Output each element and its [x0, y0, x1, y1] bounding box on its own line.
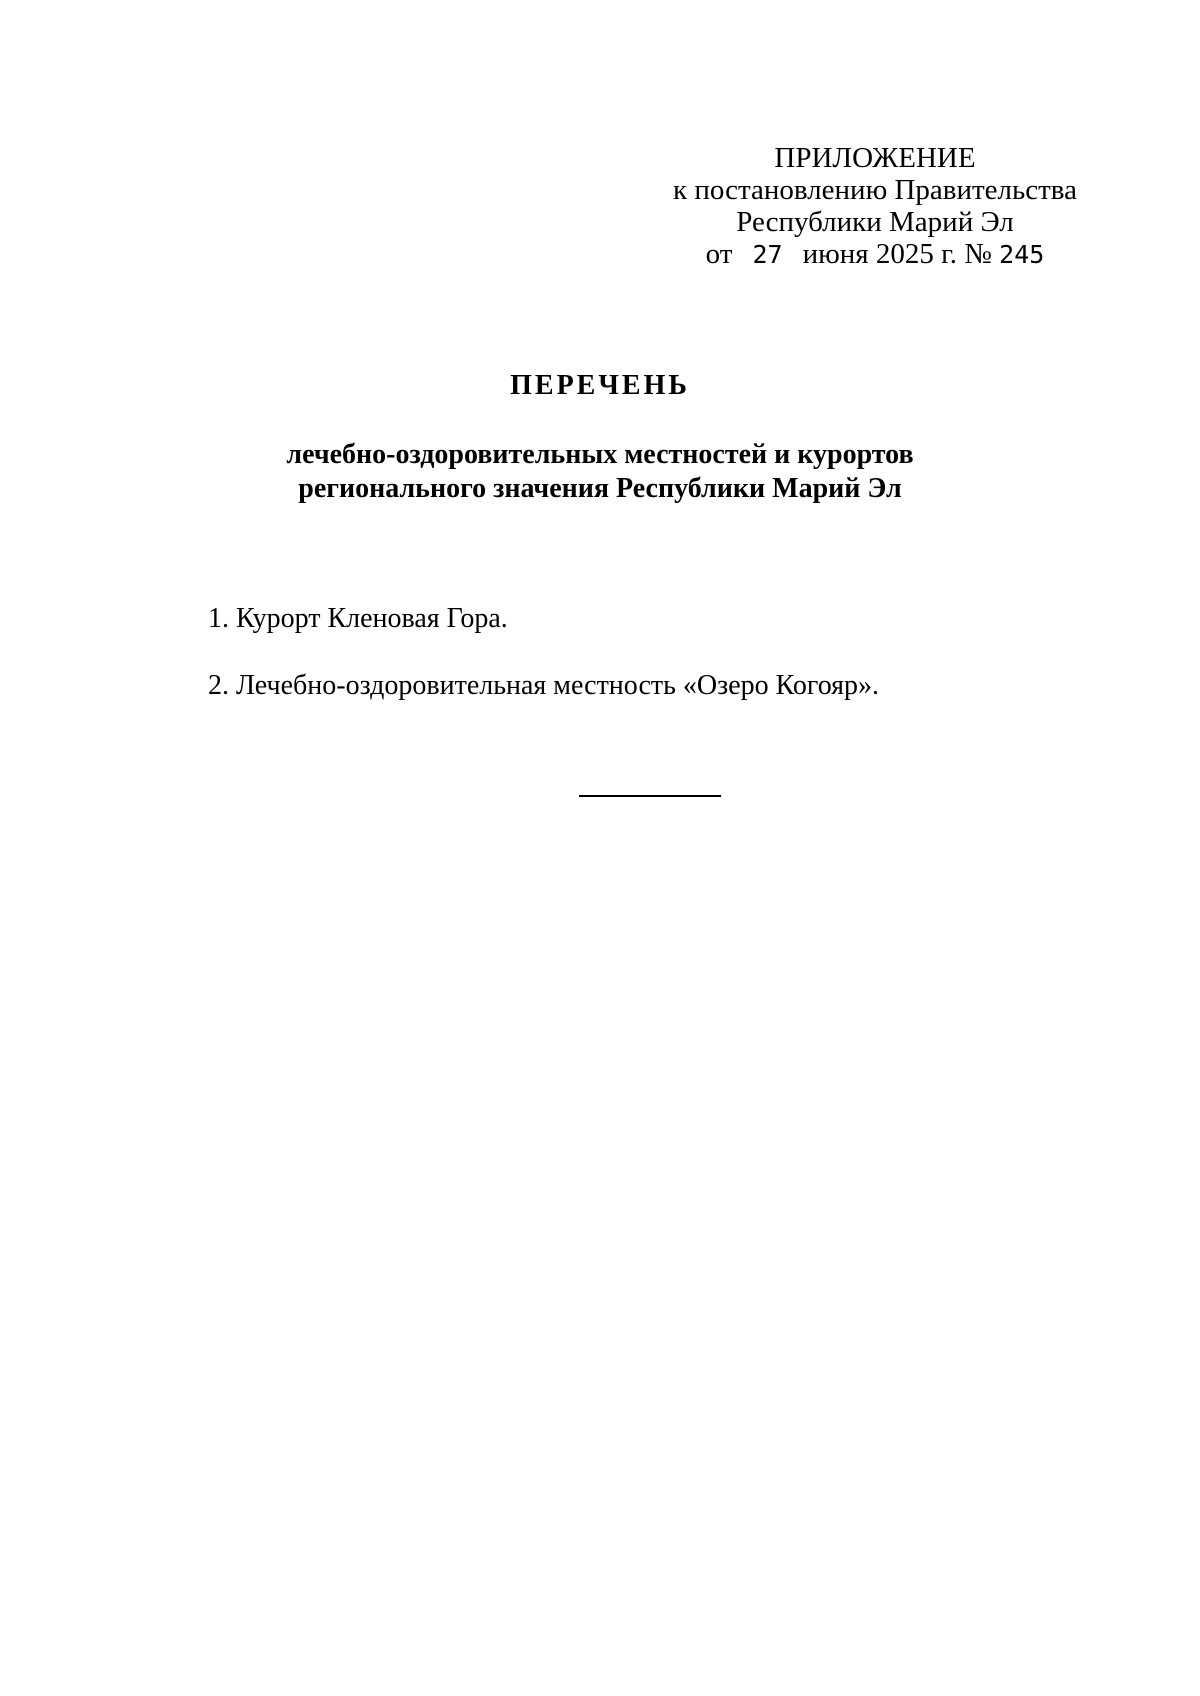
list-item: 1. Курорт Кленовая Гора. — [208, 603, 508, 634]
appendix-issuer-line: Республики Марий Эл — [736, 206, 1014, 238]
appendix-title: ПРИЛОЖЕНИЕ — [774, 142, 976, 174]
resolution-number: 245 — [999, 240, 1045, 269]
document-subtitle — [0, 438, 1200, 506]
date-month-year: июня 2025 г. № — [802, 238, 992, 270]
appendix-date-line — [640, 238, 1110, 271]
subtitle-line-2: регионального значения Республики Марий Эл — [298, 473, 902, 504]
date-prefix: от — [705, 238, 733, 270]
date-day: 27 — [752, 240, 783, 269]
list-item: 2. Лечебно-оздоровительная местность «Озеро Когояр». — [208, 670, 880, 701]
appendix-header — [640, 142, 1110, 271]
resort-list — [208, 602, 1108, 703]
subtitle-line-1: лечебно-оздоровительных местностей и курортов — [286, 439, 914, 470]
end-divider — [579, 795, 721, 797]
appendix-reference-line: к постановлению Правительства — [673, 174, 1077, 206]
document-title: ПЕРЕЧЕНЬ — [510, 370, 690, 401]
